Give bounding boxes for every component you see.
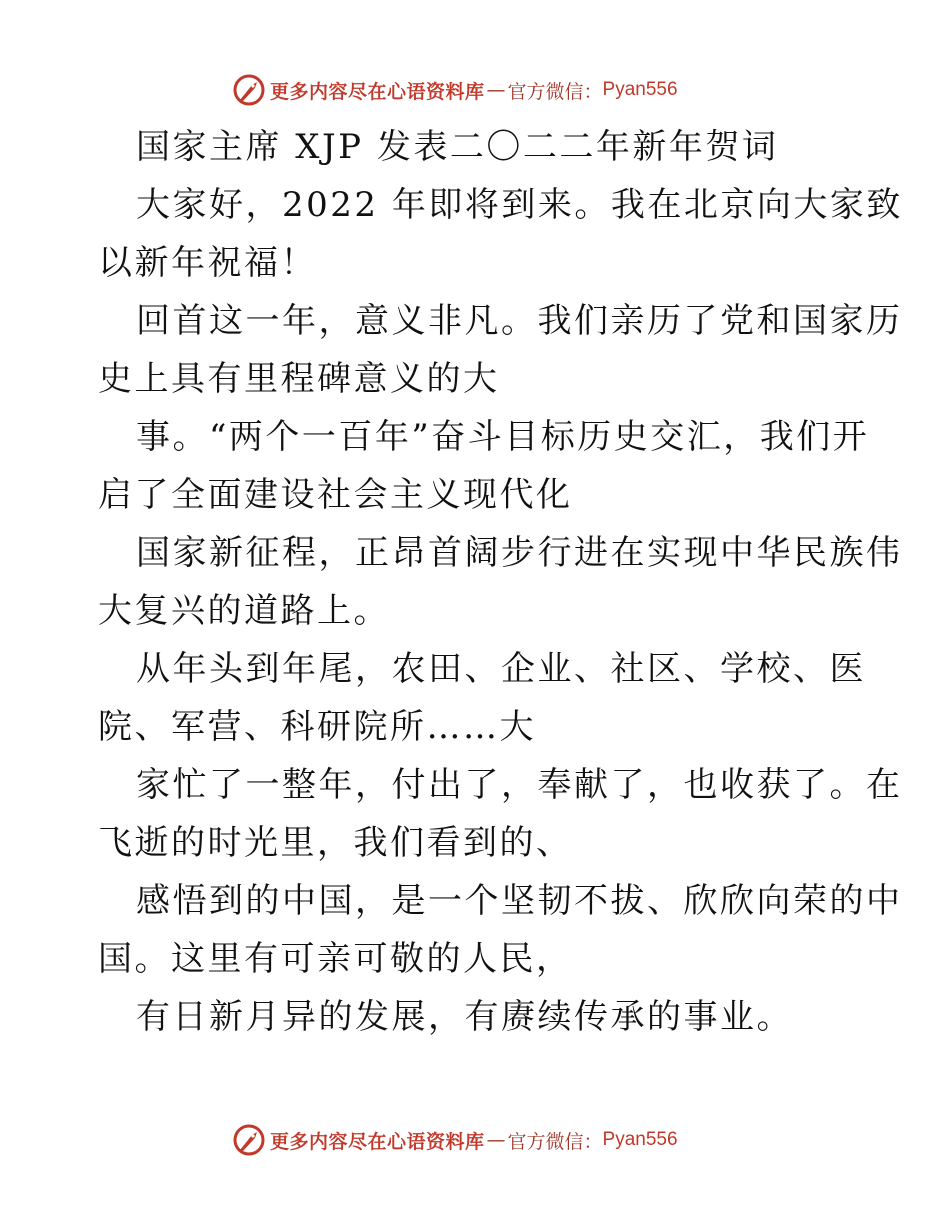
paragraph-line: 事。“两个一百年”奋斗目标历史交汇，我们开 bbox=[136, 417, 870, 457]
promo-text: 更多内容尽在心语资料库 bbox=[270, 1130, 485, 1153]
header-watermark bbox=[232, 72, 678, 108]
paragraph-line: 史上具有里程碑意义的大 bbox=[98, 359, 500, 399]
paragraph-line: 以新年祝福！ bbox=[98, 243, 317, 283]
official-label: 官方微信： bbox=[507, 1130, 603, 1153]
wechat-handle: Pyan556 bbox=[602, 79, 678, 100]
paragraph-line: 国家新征程，正昂首阔步行进在实现中华民族伟 bbox=[136, 533, 903, 573]
separator: — bbox=[486, 79, 506, 101]
paragraph-line: 有日新月异的发展，有赓续传承的事业。 bbox=[136, 997, 793, 1037]
paragraph-line: 回首这一年，意义非凡。我们亲历了党和国家历 bbox=[136, 301, 903, 341]
paragraph-line: 国。这里有可亲可敬的人民， bbox=[98, 939, 573, 979]
paragraph-line: 大复兴的道路上。 bbox=[98, 591, 390, 631]
paragraph-line: 感悟到的中国，是一个坚韧不拔、欣欣向荣的中 bbox=[136, 881, 903, 921]
official-label: 官方微信： bbox=[507, 80, 603, 103]
promo-text: 更多内容尽在心语资料库 bbox=[270, 80, 485, 103]
paragraph-line: 从年头到年尾，农田、企业、社区、学校、医 bbox=[136, 649, 866, 689]
footer-watermark bbox=[232, 1122, 678, 1158]
pen-nib-circle-icon bbox=[232, 1123, 266, 1157]
document-body bbox=[98, 118, 903, 1046]
wechat-handle: Pyan556 bbox=[602, 1129, 678, 1150]
separator: — bbox=[486, 1129, 506, 1151]
document-title: 国家主席 XJP 发表二〇二二年新年贺词 bbox=[136, 127, 779, 167]
paragraph-line: 大家好，2022 年即将到来。我在北京向大家致 bbox=[136, 185, 903, 225]
paragraph-line: 院、军营、科研院所……大 bbox=[98, 707, 536, 747]
paragraph-line: 家忙了一整年，付出了，奉献了，也收获了。在 bbox=[136, 765, 903, 805]
paragraph-line: 飞逝的时光里，我们看到的、 bbox=[98, 823, 573, 863]
paragraph-line: 启了全面建设社会主义现代化 bbox=[98, 475, 573, 515]
pen-nib-circle-icon bbox=[232, 73, 266, 107]
